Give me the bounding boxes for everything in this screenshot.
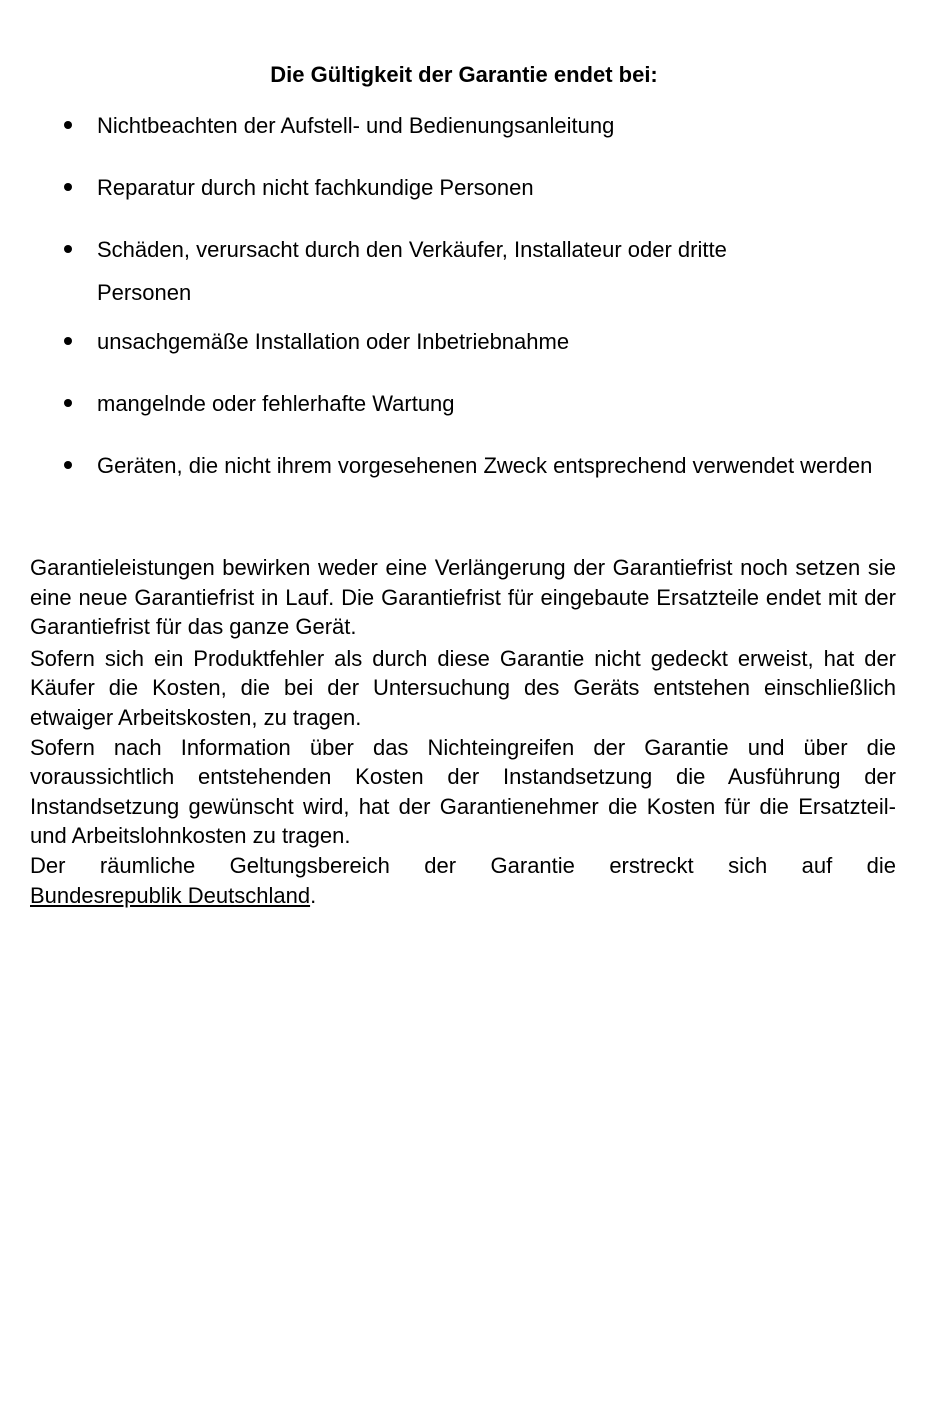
bullet-icon	[64, 183, 72, 191]
list-item-text: mangelnde oder fehlerhafte Wartung	[97, 391, 455, 416]
paragraph-scope-end	[30, 881, 896, 911]
warranty-terms-body	[30, 553, 896, 910]
list-item-text: Nichtbeachten der Aufstell- und Bedienungsanleitung	[97, 113, 615, 138]
scope-period: .	[310, 882, 317, 908]
paragraph-extension: Garantieleistungen bewirken weder eine Verlängerung der Garantiefrist noch setzen sie eine neue Garantiefrist in Lauf. Die Garantiefrist für eingebaute Ersatzteile endet mit der Garantiefrist für das ganze Gerät.	[30, 555, 896, 640]
bullet-icon	[64, 461, 72, 469]
list-item-text: Geräten, die nicht ihrem vorgesehenen Zweck entsprechend verwendet werden	[97, 453, 873, 478]
list-item-text: Reparatur durch nicht fachkundige Personen	[97, 175, 534, 200]
list-item	[0, 166, 900, 209]
list-item	[0, 104, 900, 147]
list-item	[0, 228, 817, 314]
bullet-icon	[64, 121, 72, 129]
paragraph-repair: Sofern nach Information über das Nichteingreifen der Garantie und über die voraussichtlich entstehenden Kosten der Instandsetzung die Ausführung der Instandsetzung gewünscht wird, hat der Garantienehmer die Kosten für die Ersatzteil- und Arbeitslohnkosten zu tragen.	[30, 734, 896, 849]
list-item	[0, 320, 900, 363]
paragraph-scope	[30, 851, 896, 881]
bullet-icon	[64, 245, 72, 253]
bullet-icon	[64, 399, 72, 407]
bullet-icon	[64, 337, 72, 345]
page-title: Die Gültigkeit der Garantie endet bei:	[270, 62, 658, 87]
scope-country-link: Bundesrepublik Deutschland	[30, 882, 311, 908]
scope-text: Der räumliche Geltungsbereich der Garantie erstreckt sich auf die	[30, 852, 896, 878]
warranty-exclusions-list	[0, 104, 900, 493]
paragraph-costs: Sofern sich ein Produktfehler als durch diese Garantie nicht gedeckt erweist, hat der Käufer die Kosten, die bei der Untersuchung des Geräts entstehen einschließlich etwaiger Arbeitskosten, zu tragen.	[30, 645, 896, 730]
list-item	[0, 382, 900, 425]
list-item-text: unsachgemäße Installation oder Inbetriebnahme	[97, 329, 570, 354]
list-item	[0, 444, 950, 487]
list-item-text: Schäden, verursacht durch den Verkäufer, Installateur oder dritte Personen	[97, 237, 727, 305]
